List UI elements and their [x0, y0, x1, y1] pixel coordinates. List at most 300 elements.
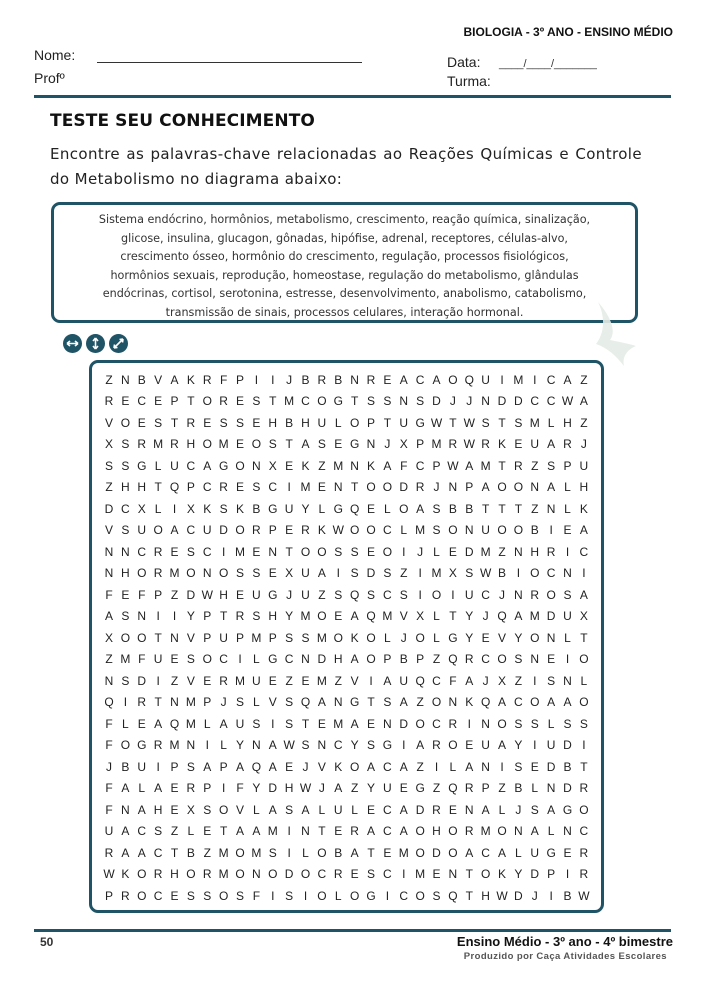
grid-cell[interactable]: U	[137, 523, 147, 538]
grid-cell[interactable]: I	[271, 888, 275, 903]
grid-cell[interactable]: O	[317, 544, 327, 559]
grid-cell[interactable]: C	[481, 845, 490, 860]
grid-cell[interactable]: O	[431, 695, 442, 710]
grid-cell[interactable]: X	[104, 437, 113, 452]
grid-cell[interactable]: U	[301, 566, 310, 581]
grid-cell[interactable]: R	[546, 544, 556, 559]
grid-cell[interactable]: I	[221, 781, 226, 796]
grid-cell[interactable]: M	[169, 738, 180, 753]
grid-cell[interactable]: I	[516, 566, 521, 581]
grid-cell[interactable]: T	[580, 759, 588, 774]
grid-cell[interactable]: K	[497, 867, 506, 882]
grid-cell[interactable]: C	[317, 867, 327, 882]
grid-cell[interactable]: M	[382, 609, 393, 624]
grid-cell[interactable]: G	[349, 695, 360, 710]
grid-cell[interactable]: O	[513, 480, 524, 495]
grid-cell[interactable]: M	[480, 458, 491, 473]
grid-cell[interactable]: R	[235, 609, 245, 624]
grid-cell[interactable]: L	[547, 415, 555, 430]
grid-cell[interactable]: S	[350, 544, 359, 559]
grid-cell[interactable]: O	[579, 652, 589, 667]
grid-cell[interactable]: M	[480, 544, 491, 559]
grid-cell[interactable]: O	[546, 587, 556, 602]
grid-cell[interactable]: G	[415, 781, 425, 796]
grid-cell[interactable]: O	[513, 523, 524, 538]
grid-cell[interactable]: O	[366, 480, 376, 495]
grid-cell[interactable]: X	[448, 566, 457, 581]
grid-cell[interactable]: R	[104, 845, 114, 860]
grid-cell[interactable]: O	[480, 867, 491, 882]
grid-cell[interactable]: X	[104, 630, 113, 645]
grid-cell[interactable]: R	[415, 480, 425, 495]
grid-cell[interactable]: G	[218, 458, 229, 473]
grid-cell[interactable]: S	[268, 437, 277, 452]
grid-cell[interactable]: S	[252, 609, 261, 624]
grid-cell[interactable]: E	[203, 673, 212, 688]
grid-cell[interactable]: G	[415, 415, 425, 430]
grid-cell[interactable]: A	[563, 695, 572, 710]
grid-cell[interactable]: E	[203, 415, 212, 430]
grid-cell[interactable]: J	[400, 630, 407, 645]
grid-cell[interactable]: T	[154, 630, 162, 645]
grid-cell[interactable]: N	[481, 759, 490, 774]
grid-cell[interactable]: N	[268, 544, 278, 559]
grid-cell[interactable]: F	[400, 458, 408, 473]
grid-cell[interactable]: O	[366, 523, 376, 538]
grid-cell[interactable]: L	[122, 716, 129, 731]
grid-cell[interactable]: C	[153, 888, 163, 903]
grid-cell[interactable]: S	[252, 566, 261, 581]
grid-cell[interactable]: P	[416, 437, 425, 452]
grid-cell[interactable]: Z	[432, 781, 441, 796]
grid-cell[interactable]: T	[514, 501, 523, 516]
grid-cell[interactable]: E	[317, 480, 326, 495]
grid-cell[interactable]: A	[334, 781, 343, 796]
grid-cell[interactable]: L	[138, 781, 146, 796]
grid-cell[interactable]: N	[448, 867, 458, 882]
grid-cell[interactable]: O	[218, 888, 229, 903]
grid-cell[interactable]: C	[432, 673, 441, 688]
grid-cell[interactable]: I	[287, 845, 291, 860]
grid-cell[interactable]: R	[530, 587, 540, 602]
grid-cell[interactable]: R	[366, 372, 376, 387]
grid-cell[interactable]: N	[383, 716, 392, 731]
grid-cell[interactable]: N	[170, 695, 179, 710]
grid-cell[interactable]: O	[415, 824, 425, 839]
grid-cell[interactable]: E	[285, 759, 294, 774]
grid-cell[interactable]: A	[350, 845, 359, 860]
grid-cell[interactable]: C	[546, 394, 556, 409]
grid-cell[interactable]: J	[433, 480, 440, 495]
grid-cell[interactable]: Z	[514, 673, 523, 688]
grid-cell[interactable]: Q	[169, 480, 180, 495]
grid-cell[interactable]: A	[366, 824, 375, 839]
grid-cell[interactable]: E	[366, 544, 375, 559]
grid-cell[interactable]: A	[137, 802, 146, 817]
grid-cell[interactable]: S	[301, 738, 310, 753]
grid-cell[interactable]: Z	[498, 544, 506, 559]
grid-cell[interactable]: A	[203, 458, 212, 473]
grid-cell[interactable]: L	[400, 523, 408, 538]
grid-cell[interactable]: B	[448, 501, 457, 516]
grid-cell[interactable]: F	[105, 716, 113, 731]
grid-cell[interactable]: O	[251, 437, 262, 452]
grid-cell[interactable]: N	[121, 372, 130, 387]
grid-cell[interactable]: V	[186, 673, 195, 688]
grid-cell[interactable]: Q	[251, 759, 262, 774]
grid-cell[interactable]: E	[383, 845, 392, 860]
grid-cell[interactable]: Y	[350, 738, 359, 753]
grid-cell[interactable]: A	[317, 566, 326, 581]
grid-cell[interactable]: P	[186, 480, 195, 495]
grid-cell[interactable]: E	[137, 415, 146, 430]
grid-cell[interactable]: S	[366, 738, 375, 753]
grid-cell[interactable]: C	[137, 824, 147, 839]
grid-cell[interactable]: A	[137, 845, 146, 860]
grid-cell[interactable]: L	[384, 630, 391, 645]
grid-cell[interactable]: S	[579, 716, 588, 731]
grid-cell[interactable]: K	[121, 867, 130, 882]
grid-cell[interactable]: A	[383, 458, 392, 473]
grid-cell[interactable]: E	[170, 888, 179, 903]
grid-cell[interactable]: E	[530, 759, 539, 774]
grid-cell[interactable]: R	[219, 480, 228, 495]
grid-cell[interactable]: I	[156, 759, 160, 774]
grid-cell[interactable]: E	[334, 609, 343, 624]
grid-cell[interactable]: S	[121, 458, 130, 473]
grid-cell[interactable]: Y	[235, 738, 244, 753]
grid-cell[interactable]: M	[333, 716, 344, 731]
grid-cell[interactable]: G	[562, 802, 573, 817]
grid-cell[interactable]: O	[530, 566, 540, 581]
grid-cell[interactable]: I	[565, 652, 570, 667]
grid-cell[interactable]: P	[170, 394, 179, 409]
grid-cell[interactable]: A	[350, 609, 359, 624]
grid-cell[interactable]: E	[268, 566, 277, 581]
grid-cell[interactable]: Q	[448, 888, 458, 903]
grid-cell[interactable]: B	[186, 845, 195, 860]
grid-cell[interactable]: A	[170, 372, 179, 387]
grid-cell[interactable]: E	[170, 802, 179, 817]
grid-cell[interactable]: G	[333, 501, 343, 516]
grid-cell[interactable]: N	[104, 566, 114, 581]
grid-cell[interactable]: X	[579, 609, 588, 624]
grid-cell[interactable]: S	[465, 566, 474, 581]
grid-cell[interactable]: E	[170, 781, 179, 796]
grid-cell[interactable]: D	[366, 566, 376, 581]
grid-cell[interactable]: E	[383, 372, 392, 387]
grid-cell[interactable]: Y	[465, 609, 474, 624]
grid-cell[interactable]: S	[203, 888, 212, 903]
grid-cell[interactable]: Z	[318, 458, 326, 473]
grid-cell[interactable]: C	[202, 480, 212, 495]
grid-cell[interactable]: D	[399, 480, 409, 495]
grid-cell[interactable]: O	[120, 415, 131, 430]
grid-cell[interactable]: A	[121, 845, 130, 860]
grid-cell[interactable]: F	[138, 587, 146, 602]
grid-cell[interactable]: G	[137, 738, 147, 753]
grid-cell[interactable]: C	[514, 695, 523, 710]
grid-cell[interactable]: O	[366, 652, 376, 667]
grid-cell[interactable]: O	[497, 523, 507, 538]
grid-cell[interactable]: C	[579, 824, 589, 839]
grid-cell[interactable]: H	[563, 415, 572, 430]
grid-cell[interactable]: R	[317, 372, 327, 387]
grid-cell[interactable]: N	[530, 652, 540, 667]
grid-cell[interactable]: E	[563, 845, 572, 860]
grid-cell[interactable]: O	[202, 437, 212, 452]
grid-cell[interactable]: L	[564, 630, 571, 645]
grid-cell[interactable]: I	[565, 867, 570, 882]
grid-cell[interactable]: M	[185, 695, 196, 710]
grid-cell[interactable]: D	[415, 802, 425, 817]
grid-cell[interactable]: A	[268, 802, 277, 817]
grid-cell[interactable]: L	[351, 802, 358, 817]
grid-cell[interactable]: P	[366, 415, 375, 430]
grid-cell[interactable]: O	[235, 845, 245, 860]
grid-cell[interactable]: W	[578, 888, 590, 903]
grid-cell[interactable]: D	[530, 867, 540, 882]
grid-cell[interactable]: O	[300, 544, 311, 559]
grid-cell[interactable]: U	[252, 587, 261, 602]
grid-cell[interactable]: C	[137, 544, 147, 559]
grid-cell[interactable]: E	[448, 802, 457, 817]
grid-cell[interactable]: V	[104, 415, 113, 430]
grid-cell[interactable]: E	[334, 824, 343, 839]
grid-cell[interactable]: E	[285, 458, 294, 473]
grid-cell[interactable]: S	[252, 394, 261, 409]
grid-cell[interactable]: E	[235, 480, 244, 495]
grid-cell[interactable]: C	[415, 458, 425, 473]
grid-cell[interactable]: M	[415, 867, 426, 882]
grid-cell[interactable]: S	[334, 587, 343, 602]
grid-cell[interactable]: P	[235, 630, 244, 645]
grid-cell[interactable]: Z	[400, 566, 408, 581]
grid-cell[interactable]: S	[235, 888, 244, 903]
grid-cell[interactable]: F	[105, 781, 113, 796]
grid-cell[interactable]: M	[235, 544, 245, 559]
grid-cell[interactable]: H	[121, 480, 130, 495]
grid-cell[interactable]: N	[563, 673, 572, 688]
grid-cell[interactable]: K	[186, 372, 195, 387]
grid-cell[interactable]: T	[187, 394, 195, 409]
grid-cell[interactable]: O	[137, 566, 147, 581]
grid-cell[interactable]: Y	[514, 630, 523, 645]
grid-cell[interactable]: T	[498, 415, 506, 430]
grid-cell[interactable]: O	[186, 566, 196, 581]
grid-cell[interactable]: P	[268, 630, 277, 645]
grid-cell[interactable]: H	[137, 480, 147, 495]
grid-cell[interactable]: D	[432, 845, 441, 860]
grid-cell[interactable]: S	[432, 501, 441, 516]
grid-cell[interactable]: V	[399, 609, 408, 624]
grid-cell[interactable]: I	[434, 759, 439, 774]
grid-cell[interactable]: N	[137, 609, 147, 624]
grid-cell[interactable]: W	[479, 566, 492, 581]
grid-cell[interactable]: I	[467, 716, 471, 731]
grid-cell[interactable]: C	[546, 566, 556, 581]
grid-cell[interactable]: M	[169, 566, 180, 581]
grid-cell[interactable]: T	[383, 415, 392, 430]
grid-cell[interactable]: M	[316, 673, 327, 688]
grid-cell[interactable]: J	[220, 695, 227, 710]
grid-cell[interactable]: L	[154, 458, 162, 473]
grid-cell[interactable]: E	[366, 716, 375, 731]
grid-cell[interactable]: P	[465, 480, 474, 495]
grid-cell[interactable]: K	[497, 437, 506, 452]
grid-cell[interactable]: P	[432, 458, 441, 473]
grid-cell[interactable]: T	[350, 480, 359, 495]
grid-cell[interactable]: O	[415, 845, 425, 860]
grid-cell[interactable]: S	[366, 867, 375, 882]
grid-cell[interactable]: M	[415, 523, 426, 538]
grid-cell[interactable]: C	[268, 480, 278, 495]
grid-cell[interactable]: R	[121, 888, 130, 903]
grid-cell[interactable]: T	[154, 480, 162, 495]
grid-cell[interactable]: M	[529, 609, 540, 624]
grid-cell[interactable]: N	[448, 480, 458, 495]
grid-cell[interactable]: P	[203, 695, 212, 710]
grid-cell[interactable]: H	[268, 415, 278, 430]
grid-cell[interactable]: F	[449, 673, 457, 688]
grid-cell[interactable]: R	[301, 523, 310, 538]
grid-cell[interactable]: C	[186, 523, 196, 538]
grid-cell[interactable]: U	[399, 673, 409, 688]
grid-cell[interactable]: O	[120, 630, 131, 645]
grid-cell[interactable]: S	[416, 394, 425, 409]
grid-cell[interactable]: Y	[301, 501, 310, 516]
grid-cell[interactable]: J	[286, 372, 293, 387]
grid-cell[interactable]: S	[235, 566, 244, 581]
grid-cell[interactable]: E	[235, 587, 244, 602]
grid-cell[interactable]: I	[369, 673, 373, 688]
grid-cell[interactable]: W	[103, 867, 115, 882]
grid-cell[interactable]: I	[238, 652, 242, 667]
grid-cell[interactable]: S	[399, 587, 408, 602]
grid-cell[interactable]: P	[563, 458, 572, 473]
grid-cell[interactable]: B	[563, 759, 572, 774]
grid-cell[interactable]: G	[448, 630, 458, 645]
grid-cell[interactable]: S	[186, 759, 195, 774]
grid-cell[interactable]: T	[465, 867, 473, 882]
grid-cell[interactable]: T	[350, 394, 359, 409]
grid-cell[interactable]: C	[383, 759, 392, 774]
grid-cell[interactable]: O	[218, 566, 229, 581]
grid-cell[interactable]: S	[121, 609, 130, 624]
grid-cell[interactable]: R	[202, 372, 212, 387]
grid-cell[interactable]: L	[253, 695, 260, 710]
grid-cell[interactable]: T	[465, 888, 473, 903]
grid-cell[interactable]: O	[333, 630, 343, 645]
grid-cell[interactable]: G	[349, 437, 360, 452]
grid-cell[interactable]: M	[251, 630, 262, 645]
grid-cell[interactable]: T	[219, 824, 228, 839]
grid-cell[interactable]: J	[466, 394, 473, 409]
grid-cell[interactable]: Z	[334, 673, 342, 688]
grid-cell[interactable]: R	[350, 824, 359, 839]
grid-cell[interactable]: R	[153, 544, 163, 559]
grid-cell[interactable]: B	[252, 501, 261, 516]
grid-cell[interactable]: Q	[464, 372, 474, 387]
grid-cell[interactable]: A	[579, 587, 588, 602]
grid-cell[interactable]: Q	[448, 652, 458, 667]
grid-cell[interactable]: I	[582, 738, 586, 753]
grid-cell[interactable]: O	[317, 609, 327, 624]
grid-cell[interactable]: N	[252, 867, 261, 882]
grid-cell[interactable]: J	[417, 544, 424, 559]
grid-cell[interactable]: S	[285, 716, 294, 731]
grid-cell[interactable]: N	[563, 824, 572, 839]
grid-cell[interactable]: H	[301, 415, 310, 430]
grid-cell[interactable]: O	[153, 523, 163, 538]
grid-cell[interactable]: O	[448, 824, 458, 839]
grid-cell[interactable]: O	[349, 523, 360, 538]
grid-cell[interactable]: D	[219, 523, 228, 538]
grid-cell[interactable]: N	[514, 587, 523, 602]
grid-cell[interactable]: O	[202, 652, 212, 667]
grid-cell[interactable]: M	[480, 824, 491, 839]
grid-cell[interactable]: N	[546, 501, 556, 516]
grid-cell[interactable]: U	[252, 673, 261, 688]
grid-cell[interactable]: M	[529, 415, 540, 430]
grid-cell[interactable]: O	[137, 867, 147, 882]
grid-cell[interactable]: B	[465, 501, 474, 516]
grid-cell[interactable]: R	[514, 458, 523, 473]
grid-cell[interactable]: K	[465, 695, 474, 710]
grid-cell[interactable]: S	[203, 802, 212, 817]
grid-cell[interactable]: E	[137, 716, 146, 731]
grid-cell[interactable]: L	[318, 802, 326, 817]
grid-cell[interactable]: V	[268, 695, 277, 710]
grid-cell[interactable]: S	[219, 415, 228, 430]
grid-cell[interactable]: R	[186, 781, 196, 796]
grid-cell[interactable]: Q	[104, 695, 114, 710]
grid-cell[interactable]: J	[302, 759, 309, 774]
grid-cell[interactable]: T	[481, 501, 490, 516]
grid-cell[interactable]: Z	[416, 759, 424, 774]
grid-cell[interactable]: H	[121, 566, 130, 581]
grid-cell[interactable]: A	[121, 781, 130, 796]
grid-cell[interactable]: D	[432, 394, 441, 409]
grid-cell[interactable]: J	[318, 781, 325, 796]
grid-cell[interactable]: J	[499, 587, 505, 602]
grid-cell[interactable]: U	[301, 587, 310, 602]
grid-cell[interactable]: K	[366, 458, 375, 473]
grid-cell[interactable]: N	[202, 566, 212, 581]
grid-cell[interactable]: A	[497, 695, 506, 710]
grid-cell[interactable]: D	[268, 781, 278, 796]
grid-cell[interactable]: S	[366, 587, 375, 602]
grid-cell[interactable]: R	[137, 695, 147, 710]
grid-cell[interactable]: O	[431, 587, 442, 602]
grid-cell[interactable]: S	[235, 695, 244, 710]
grid-cell[interactable]: O	[300, 867, 311, 882]
grid-cell[interactable]: A	[170, 523, 179, 538]
grid-cell[interactable]: A	[547, 437, 556, 452]
grid-cell[interactable]: U	[333, 802, 343, 817]
grid-cell[interactable]: N	[464, 523, 474, 538]
grid-cell[interactable]: K	[235, 501, 244, 516]
grid-cell[interactable]: L	[433, 630, 440, 645]
grid-cell[interactable]: T	[301, 716, 310, 731]
grid-cell[interactable]: A	[399, 695, 408, 710]
grid-cell[interactable]: U	[284, 501, 294, 516]
grid-cell[interactable]: D	[514, 394, 523, 409]
grid-cell[interactable]: C	[383, 523, 392, 538]
grid-cell[interactable]: Z	[105, 480, 113, 495]
grid-cell[interactable]: S	[481, 415, 490, 430]
grid-cell[interactable]: X	[399, 437, 408, 452]
